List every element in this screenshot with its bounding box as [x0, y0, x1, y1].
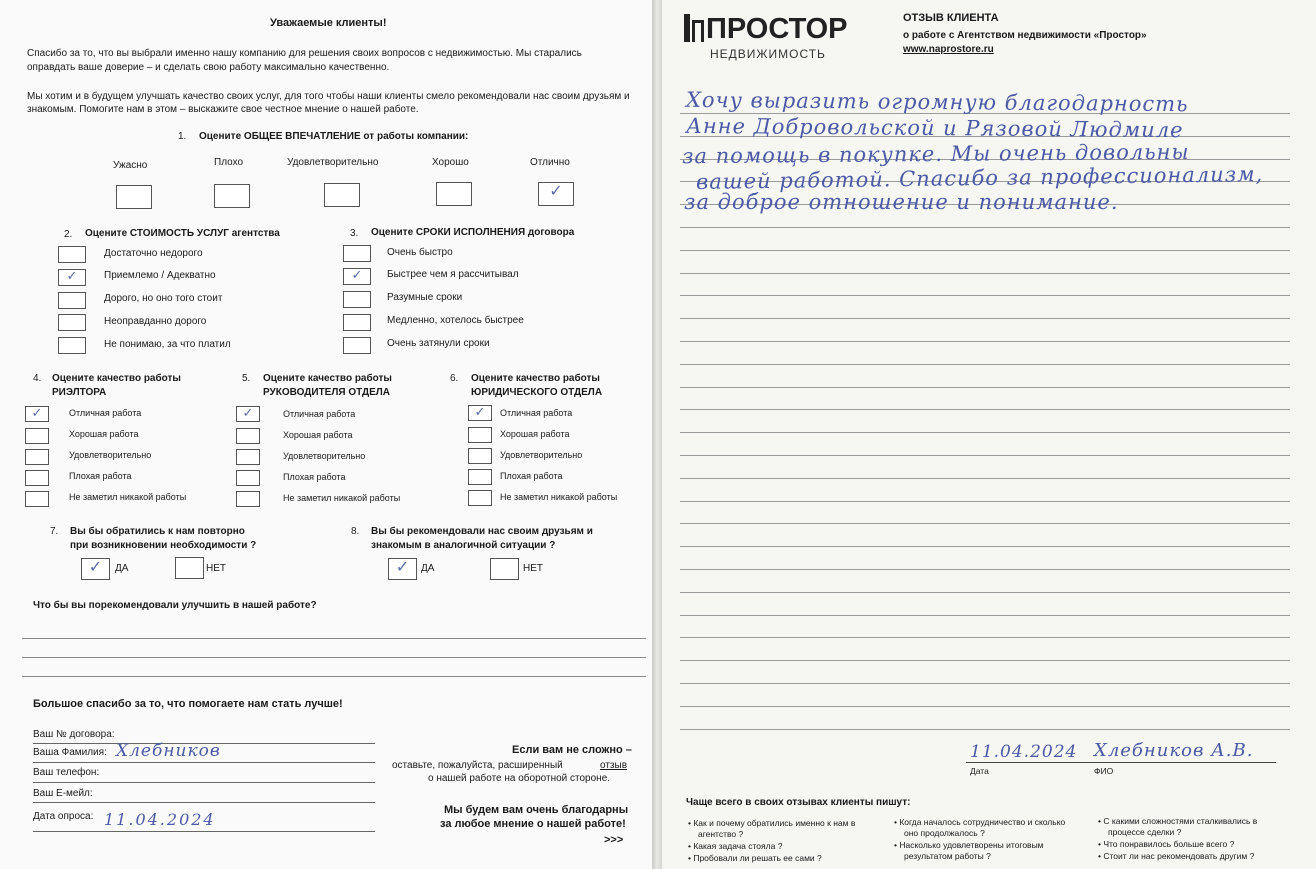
q1-checkbox[interactable]: [436, 182, 472, 206]
q4-option-label: Удовлетворительно: [69, 450, 152, 460]
q6-title: ЮРИДИЧЕСКОГО ОТДЕЛА: [471, 387, 603, 398]
q6-option-label: Хорошая работа: [500, 429, 570, 439]
q5-option-label: Хорошая работа: [283, 430, 353, 440]
q2-title: Оцените СТОИМОСТЬ УСЛУГ агентства: [85, 228, 280, 239]
ruled-line: [680, 592, 1290, 593]
review-page: [662, 0, 1316, 869]
q2-option-label: Не понимаю, за что платил: [104, 339, 231, 350]
ruled-line: [680, 432, 1290, 433]
handwritten-line: вашей работой. Спасибо за профессионализм,: [695, 162, 1264, 194]
ruled-line: [680, 295, 1290, 296]
q4-option-label: Хорошая работа: [69, 429, 139, 439]
checkmark-icon: ✓: [474, 405, 486, 420]
date-caption: Дата: [970, 766, 989, 776]
name-caption: ФИО: [1094, 766, 1114, 776]
tip-item: оно продолжалось ?: [904, 828, 985, 838]
signature-date: 11.04.2024: [970, 742, 1078, 762]
q3-checkbox[interactable]: [343, 314, 371, 331]
write-line: [22, 638, 646, 639]
q6-number: 6.: [450, 373, 459, 384]
logo-mark-icon: [684, 14, 704, 42]
tip-item: результатом работы ?: [904, 851, 991, 861]
q3-checkbox[interactable]: [343, 245, 371, 262]
q2-option-label: Неоправданно дорого: [104, 316, 207, 327]
q4-option-label: Отличная работа: [69, 408, 142, 418]
surname-field[interactable]: [33, 762, 375, 763]
q6-title: Оцените качество работы: [471, 373, 600, 384]
q8-no-label: НЕТ: [523, 563, 543, 574]
ruled-line: [680, 615, 1290, 616]
handwritten-line: Анне Добровольской и Рязовой Людмиле: [685, 113, 1184, 143]
note-line: Мы будем вам очень благодарны: [444, 804, 629, 816]
q1-option-label: Плохо: [214, 157, 244, 168]
q4-option-label: Плохая работа: [69, 471, 132, 481]
intro-line: Спасибо за то, что вы выбрали именно нашу компанию для решения своих вопросов с недвижимостью. Мы старались: [27, 48, 582, 59]
checkmark-icon: ✓: [395, 557, 410, 576]
email-field[interactable]: [33, 802, 375, 803]
q2-checkbox[interactable]: [58, 314, 86, 331]
q8-title: Вы бы рекомендовали нас своим друзьям и: [371, 526, 593, 537]
date-field[interactable]: [33, 831, 375, 832]
q1-checkbox[interactable]: [116, 185, 152, 209]
write-line: [22, 676, 646, 677]
tips-title: Чаще всего в своих отзывах клиенты пишут:: [686, 797, 911, 808]
handwritten-line: за доброе отношение и понимание.: [684, 190, 1119, 214]
ruled-line: [680, 409, 1290, 410]
q3-option-label: Очень затянули сроки: [387, 338, 490, 349]
handwritten-line: за помощь в покупке. Мы очень довольны: [681, 139, 1190, 169]
signature-name: Хлебников А.В.: [1094, 740, 1254, 761]
q1-number: 1.: [178, 131, 187, 142]
q1-checkbox[interactable]: [538, 182, 574, 206]
tip-item: • Что понравилось больше всего ?: [1098, 839, 1234, 849]
q6-checkbox[interactable]: [468, 448, 492, 464]
date-value: 11.04.2024: [104, 810, 216, 829]
logo-text: ПРОСТОР: [706, 13, 848, 45]
q5-option-label: Плохая работа: [283, 472, 346, 482]
ruled-line: [680, 706, 1290, 707]
q1-checkbox[interactable]: [324, 183, 360, 207]
ruled-line: [680, 637, 1290, 638]
email-label: Ваш Е-мейл:: [33, 788, 93, 799]
q6-option-label: Удовлетворительно: [500, 450, 583, 460]
q8-yes-label: ДА: [421, 563, 435, 574]
logo-subtitle: НЕДВИЖИМОСТЬ: [710, 47, 826, 61]
q8-no-checkbox[interactable]: [490, 558, 519, 580]
q2-number: 2.: [64, 229, 73, 240]
q5-option-label: Удовлетворительно: [283, 451, 366, 461]
q5-number: 5.: [242, 373, 251, 384]
checkmark-icon: ✓: [66, 269, 78, 284]
q8-title: знакомым в аналогичной ситуации ?: [371, 540, 556, 551]
q4-option-label: Не заметил никакой работы: [69, 492, 187, 502]
tip-item: • Как и почему обратились именно к нам в: [688, 818, 855, 828]
q7-number: 7.: [50, 526, 59, 537]
ruled-line: [680, 227, 1290, 228]
q6-option-label: Плохая работа: [500, 471, 563, 481]
q8-number: 8.: [351, 526, 360, 537]
q1-checkbox[interactable]: [214, 184, 250, 208]
q4-number: 4.: [33, 373, 42, 384]
checkmark-icon: ✓: [549, 181, 563, 200]
q5-option-label: Отличная работа: [283, 409, 356, 419]
note-line: оставьте, пожалуйста, расширенный: [392, 760, 563, 771]
phone-label: Ваш телефон:: [33, 767, 100, 778]
ruled-line: [680, 364, 1290, 365]
tip-item: • Какая задача стояла ?: [688, 841, 782, 851]
q6-checkbox[interactable]: [468, 469, 492, 485]
q2-checkbox[interactable]: [58, 292, 86, 309]
improve-question: Что бы вы порекомендовали улучшить в нашей работе?: [33, 600, 317, 611]
checkmark-icon: ✓: [88, 557, 103, 576]
ruled-line: [680, 341, 1290, 342]
review-title: ОТЗЫВ КЛИЕНТА: [903, 12, 999, 24]
checkmark-icon: ✓: [31, 406, 43, 421]
q6-checkbox[interactable]: [468, 405, 492, 421]
q7-title: Вы бы обратились к нам повторно: [70, 526, 245, 537]
q3-number: 3.: [350, 228, 359, 239]
ruled-line: [680, 729, 1290, 730]
surname-value: Хлебников: [116, 741, 221, 761]
arrow-icon: >>>: [604, 834, 624, 846]
q3-title: Оцените СРОКИ ИСПОЛНЕНИЯ договора: [371, 227, 575, 238]
q1-option-label: Хорошо: [432, 157, 469, 168]
date-label: Дата опроса:: [33, 811, 94, 822]
q5-title: Оцените качество работы: [263, 373, 392, 384]
q2-checkbox[interactable]: [58, 337, 86, 354]
q2-option-label: Приемлемо / Адекватно: [104, 270, 216, 281]
q8-yes-checkbox[interactable]: [388, 558, 417, 580]
ruled-line: [680, 250, 1290, 251]
contract-label: Ваш № договора:: [33, 729, 115, 740]
note-line: за любое мнение о нашей работе!: [440, 818, 626, 830]
greeting: Уважаемые клиенты!: [270, 17, 387, 29]
ruled-line: [680, 478, 1290, 479]
ruled-line: [680, 683, 1290, 684]
tip-item: • Стоит ли нас рекомендовать другим ?: [1098, 851, 1254, 861]
signature-line: [966, 762, 1276, 763]
q5-checkbox[interactable]: [236, 428, 260, 444]
tip-item: агентство ?: [698, 829, 744, 839]
ruled-line: [680, 273, 1290, 274]
q2-option-label: Дорого, но оно того стоит: [104, 293, 223, 304]
q3-checkbox[interactable]: [343, 337, 371, 354]
tip-item: • С какими сложностями сталкивались в: [1098, 816, 1257, 826]
ruled-line: [680, 569, 1290, 570]
q1-option-label: Отлично: [530, 157, 570, 168]
ruled-line: [680, 546, 1290, 547]
surname-label: Ваша Фамилия:: [33, 747, 107, 758]
intro-line: Мы хотим и в будущем улучшать качество своих услуг, для того чтобы наши клиенты смело рекомендовали нас своим друзьям и: [27, 91, 630, 102]
q7-title: при возникновении необходимости ?: [70, 540, 257, 551]
q4-checkbox[interactable]: [25, 470, 49, 486]
tip-item: • Насколько удовлетворены итоговым: [894, 840, 1044, 850]
survey-page: [0, 0, 652, 869]
q3-option-label: Быстрее чем я рассчитывал: [387, 269, 519, 280]
ruled-line: [680, 318, 1290, 319]
tip-item: • Когда началось сотрудничество и сколько: [894, 817, 1065, 827]
q2-option-label: Достаточно недорого: [104, 248, 203, 259]
q4-checkbox[interactable]: [25, 406, 49, 422]
q6-option-label: Не заметил никакой работы: [500, 492, 618, 502]
q4-checkbox[interactable]: [25, 449, 49, 465]
q3-checkbox[interactable]: [343, 268, 371, 285]
q1-option-label: Ужасно: [113, 160, 148, 171]
thanks-text: Большое спасибо за то, что помогаете нам стать лучше!: [33, 698, 343, 710]
q5-checkbox[interactable]: [236, 406, 260, 422]
review-subtitle: о работе с Агентством недвижимости «Простор»: [903, 30, 1147, 41]
q4-checkbox[interactable]: [25, 491, 49, 507]
q6-option-label: Отличная работа: [500, 408, 573, 418]
q4-title: Оцените качество работы: [52, 373, 181, 384]
q5-option-label: Не заметил никакой работы: [283, 493, 401, 503]
q2-checkbox[interactable]: [58, 246, 86, 263]
ruled-line: [680, 455, 1290, 456]
ruled-line: [680, 387, 1290, 388]
intro-line: оправдать ваше доверие – и сделать свою работу максимально качественно.: [27, 62, 390, 73]
q7-no-label: НЕТ: [206, 563, 226, 574]
ruled-line: [680, 660, 1290, 661]
checkmark-icon: ✓: [242, 406, 254, 421]
q3-option-label: Разумные сроки: [387, 292, 463, 303]
q5-title: РУКОВОДИТЕЛЯ ОТДЕЛА: [263, 387, 391, 398]
tip-item: процессе сделки ?: [1108, 827, 1182, 837]
q1-title: Оцените ОБЩЕЕ ВПЕЧАТЛЕНИЕ от работы компании:: [199, 131, 469, 142]
binding-gutter: [652, 0, 662, 869]
handwritten-line: Хочу выразить огромную благодарность: [685, 87, 1189, 117]
q5-checkbox[interactable]: [236, 470, 260, 486]
ruled-line: [680, 523, 1290, 524]
q5-checkbox[interactable]: [236, 449, 260, 465]
q4-checkbox[interactable]: [25, 428, 49, 444]
q7-no-checkbox[interactable]: [175, 557, 204, 579]
q7-yes-checkbox[interactable]: [81, 558, 110, 580]
intro-line: знакомым. Помогите нам в этом – выскажите свое честное мнение о нашей работе.: [27, 104, 419, 115]
tip-item: • Пробовали ли решать ее сами ?: [688, 853, 822, 863]
q3-checkbox[interactable]: [343, 291, 371, 308]
q3-option-label: Очень быстро: [387, 247, 453, 258]
q3-option-label: Медленно, хотелось быстрее: [387, 315, 524, 326]
ruled-line: [680, 501, 1290, 502]
q5-checkbox[interactable]: [236, 491, 260, 507]
review-link[interactable]: отзыв: [600, 760, 628, 771]
q1-option-label: Удовлетворительно: [287, 157, 379, 168]
q6-checkbox[interactable]: [468, 427, 492, 443]
write-line: [22, 657, 646, 658]
note-line: Если вам не сложно –: [512, 744, 632, 756]
phone-field[interactable]: [33, 782, 375, 783]
q7-yes-label: ДА: [115, 563, 129, 574]
q4-title: РИЭЛТОРА: [52, 387, 107, 398]
q2-checkbox[interactable]: [58, 269, 86, 286]
checkmark-icon: ✓: [351, 268, 363, 283]
q6-checkbox[interactable]: [468, 490, 492, 506]
website-link[interactable]: www.naprostore.ru: [903, 44, 994, 55]
note-line: о нашей работе на оборотной стороне.: [428, 773, 611, 784]
